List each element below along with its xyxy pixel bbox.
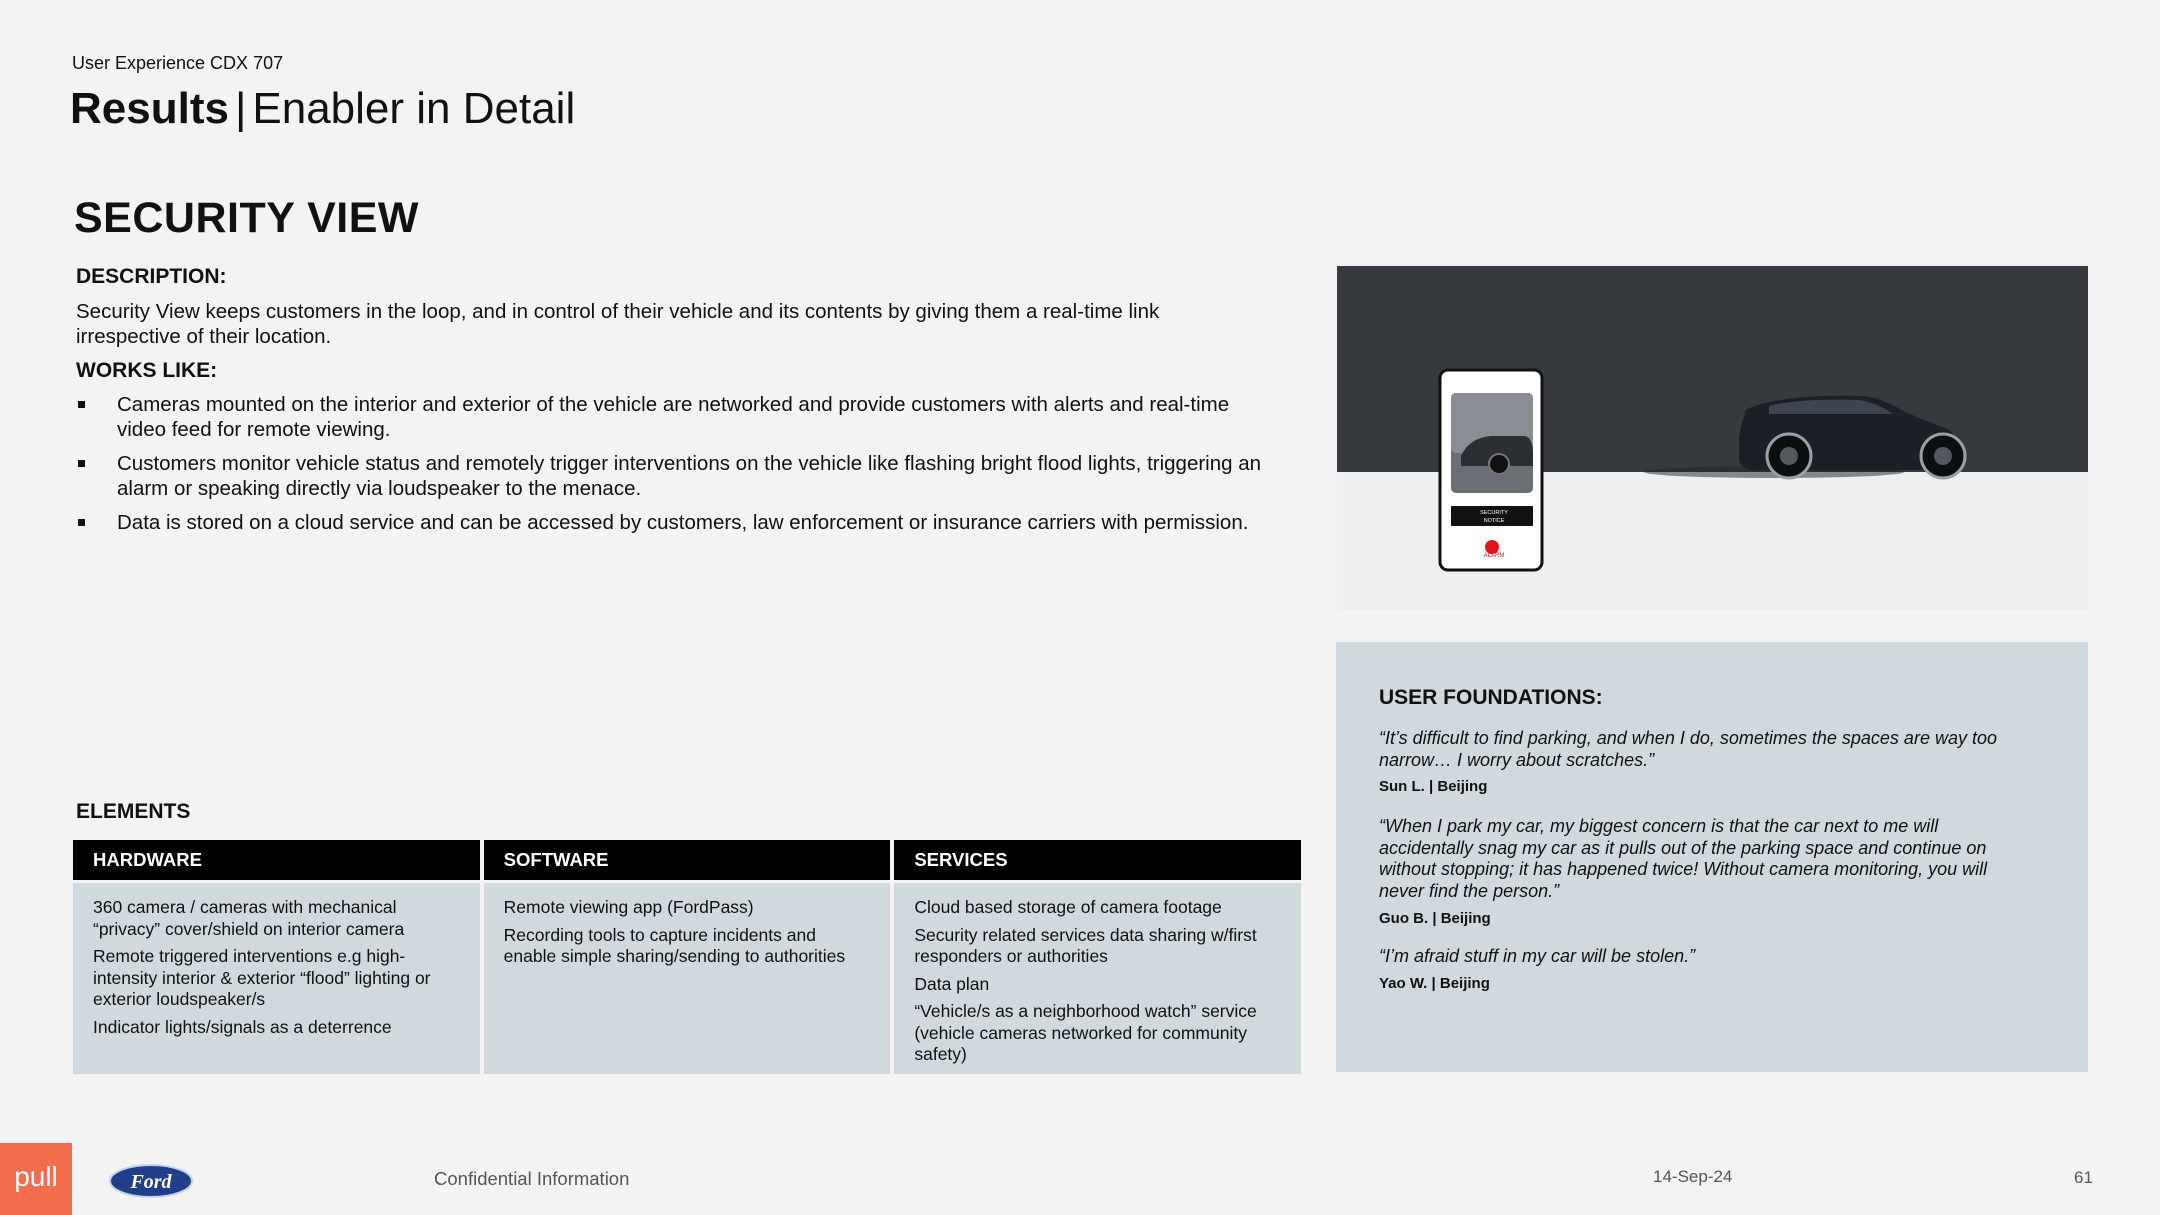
works-like-item-text: Customers monitor vehicle status and remotely trigger interventions on the vehicle like flashing bright flood lights, triggering an alarm or speaking directly via loudspeaker to the menace. xyxy=(117,452,1262,500)
ford-logo xyxy=(108,1163,194,1199)
works-like-list xyxy=(76,392,1266,544)
elements-column-hardware xyxy=(73,840,480,1074)
confidential-label: Confidential Information xyxy=(434,1168,630,1189)
works-like-item xyxy=(76,451,1266,501)
quote-text: “When I park my car, my biggest concern is that the car next to me will accidentally snag my car as it pulls out of the parking space and continue on without stopping; it has happened twice! Without camera monitoring, you will never find the person.” xyxy=(1379,816,1988,901)
list-item: Recording tools to capture incidents and enable simple sharing/sending to authorities xyxy=(503,924,846,966)
works-like-label: WORKS LIKE: xyxy=(76,359,218,382)
eyebrow-label: User Experience CDX 707 xyxy=(72,53,284,73)
elements-label: ELEMENTS xyxy=(76,800,191,823)
description-label: DESCRIPTION: xyxy=(76,265,227,288)
column-body-services xyxy=(894,883,1301,1074)
column-body-software xyxy=(484,883,891,1074)
elements-column-services xyxy=(894,840,1301,1074)
description-text: Security View keeps customers in the loop, and in control of their vehicle and its contents by giving them a real-time link irrespective of their location. xyxy=(76,300,1160,348)
list-item: Cloud based storage of camera footage xyxy=(914,897,1222,917)
hero-svg xyxy=(1337,266,2088,610)
list-item: Remote viewing app (FordPass) xyxy=(503,897,754,917)
page-title-separator: | xyxy=(234,84,247,133)
list-item: Remote triggered interventions e.g high-intensity interior & exterior “flood” lighting or exterior loudspeaker/s xyxy=(93,946,431,1009)
column-header-services: SERVICES xyxy=(894,840,1301,880)
quote-author: Guo B. | Beijing xyxy=(1379,910,1491,927)
list-item: Indicator lights/signals as a deterrence xyxy=(93,1016,392,1037)
car-icon xyxy=(1644,396,1965,478)
column-header-hardware: HARDWARE xyxy=(73,840,480,880)
alarm-label: ALARM xyxy=(1483,553,1505,559)
square-bullet-icon xyxy=(78,460,85,467)
works-like-item-text: Cameras mounted on the interior and exterior of the vehicle are networked and provide customers with alerts and real-time video feed for remote viewing. xyxy=(117,393,1230,441)
list-item: “Vehicle/s as a neighborhood watch” service (vehicle cameras networked for community safety) xyxy=(914,1001,1257,1064)
elements-table xyxy=(73,840,1301,1074)
list-item: Data plan xyxy=(914,973,990,994)
column-body-hardware xyxy=(73,883,480,1074)
square-bullet-icon xyxy=(78,401,85,408)
list-item: 360 camera / cameras with mechanical “privacy” cover/shield on interior camera xyxy=(93,897,405,939)
user-foundations-panel xyxy=(1336,642,2088,1072)
quote-author: Sun L. | Beijing xyxy=(1379,778,1488,795)
phone-icon xyxy=(1440,370,1542,570)
user-foundations-label: USER FOUNDATIONS: xyxy=(1379,686,1603,709)
elements-column-software xyxy=(484,840,891,1074)
ford-logo-text: Ford xyxy=(130,1171,172,1193)
footer-date: 14-Sep-24 xyxy=(1653,1167,1733,1186)
page-number: 61 xyxy=(2074,1168,2093,1187)
list-item: Security related services data sharing w/first responders or authorities xyxy=(914,924,1257,966)
quote-text: “I’m afraid stuff in my car will be stolen.” xyxy=(1379,946,1696,966)
page-title-bold: Results xyxy=(70,84,229,133)
section-title: SECURITY VIEW xyxy=(74,194,419,242)
works-like-item-text: Data is stored on a cloud service and can be accessed by customers, law enforcement or insurance carriers with permission. xyxy=(117,511,1249,534)
page-title xyxy=(70,84,575,134)
works-like-item xyxy=(76,510,1266,535)
column-header-software: SOFTWARE xyxy=(484,840,891,880)
pull-logo: pull xyxy=(0,1143,72,1215)
square-bullet-icon xyxy=(78,519,85,526)
quote-text: “It’s difficult to find parking, and when I do, sometimes the spaces are way too narrow… I worry about scratches.” xyxy=(1379,728,1997,770)
security-notice-label: SECURITY NOTICE xyxy=(1480,510,1508,524)
works-like-item xyxy=(76,392,1266,442)
quote-author: Yao W. | Beijing xyxy=(1379,975,1490,992)
page-title-rest: Enabler in Detail xyxy=(252,84,576,133)
hero-illustration xyxy=(1337,266,2088,610)
